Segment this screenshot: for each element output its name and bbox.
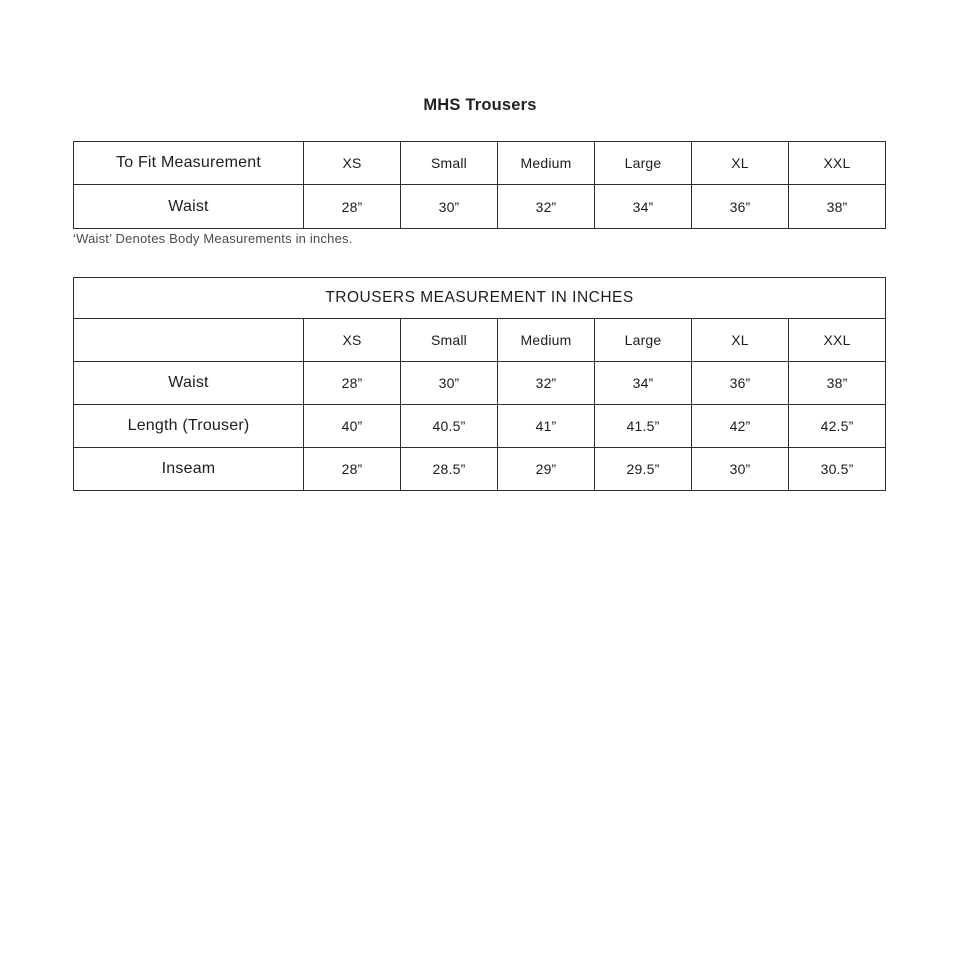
measurement-size-empty [74,319,304,362]
fit-header-small: Small [401,142,498,185]
measurement-length-medium: 41” [498,405,595,448]
measurement-inseam-label: Inseam [74,448,304,491]
measurement-length-xs: 40” [304,405,401,448]
measurement-size-xl: XL [692,319,789,362]
measurement-table-title-row [74,278,886,319]
measurement-length-xl: 42” [692,405,789,448]
fit-header-xxl: XXL [789,142,886,185]
measurement-table-title: TROUSERS MEASUREMENT IN INCHES [74,278,886,319]
page-title: MHS Trousers [423,96,537,114]
measurement-size-xs: XS [304,319,401,362]
measurement-inseam-small: 28.5” [401,448,498,491]
trousers-measurement-table [73,277,886,491]
measurement-waist-xs: 28” [304,362,401,405]
fit-waist-small: 30” [401,185,498,229]
measurement-waist-large: 34” [595,362,692,405]
fit-waist-xs: 28” [304,185,401,229]
measurement-size-large: Large [595,319,692,362]
measurement-size-xxl: XXL [789,319,886,362]
measurement-inseam-xxl: 30.5” [789,448,886,491]
measurement-length-xxl: 42.5” [789,405,886,448]
fit-waist-xxl: 38” [789,185,886,229]
fit-table-waist-row [74,185,886,229]
fit-waist-large: 34” [595,185,692,229]
fit-waist-label: Waist [74,185,304,229]
measurement-waist-xxl: 38” [789,362,886,405]
measurement-length-large: 41.5” [595,405,692,448]
measurement-inseam-xs: 28” [304,448,401,491]
fit-waist-medium: 32” [498,185,595,229]
fit-header-medium: Medium [498,142,595,185]
measurement-inseam-medium: 29” [498,448,595,491]
fit-header-large: Large [595,142,692,185]
fit-table-header-row [74,142,886,185]
measurement-length-label: Length (Trouser) [74,405,304,448]
fit-header-xl: XL [692,142,789,185]
measurement-waist-xl: 36” [692,362,789,405]
measurement-waist-row [74,362,886,405]
measurement-length-row [74,405,886,448]
waist-footnote: ‘Waist’ Denotes Body Measurements in inches. [73,231,353,246]
fit-header-label: To Fit Measurement [74,142,304,185]
measurement-inseam-xl: 30” [692,448,789,491]
fit-header-xs: XS [304,142,401,185]
measurement-size-medium: Medium [498,319,595,362]
measurement-waist-label: Waist [74,362,304,405]
measurement-length-small: 40.5” [401,405,498,448]
fit-measurement-table [73,141,886,229]
measurement-waist-medium: 32” [498,362,595,405]
measurement-waist-small: 30” [401,362,498,405]
measurement-inseam-large: 29.5” [595,448,692,491]
measurement-size-small: Small [401,319,498,362]
fit-waist-xl: 36” [692,185,789,229]
measurement-inseam-row [74,448,886,491]
measurement-table-size-row [74,319,886,362]
